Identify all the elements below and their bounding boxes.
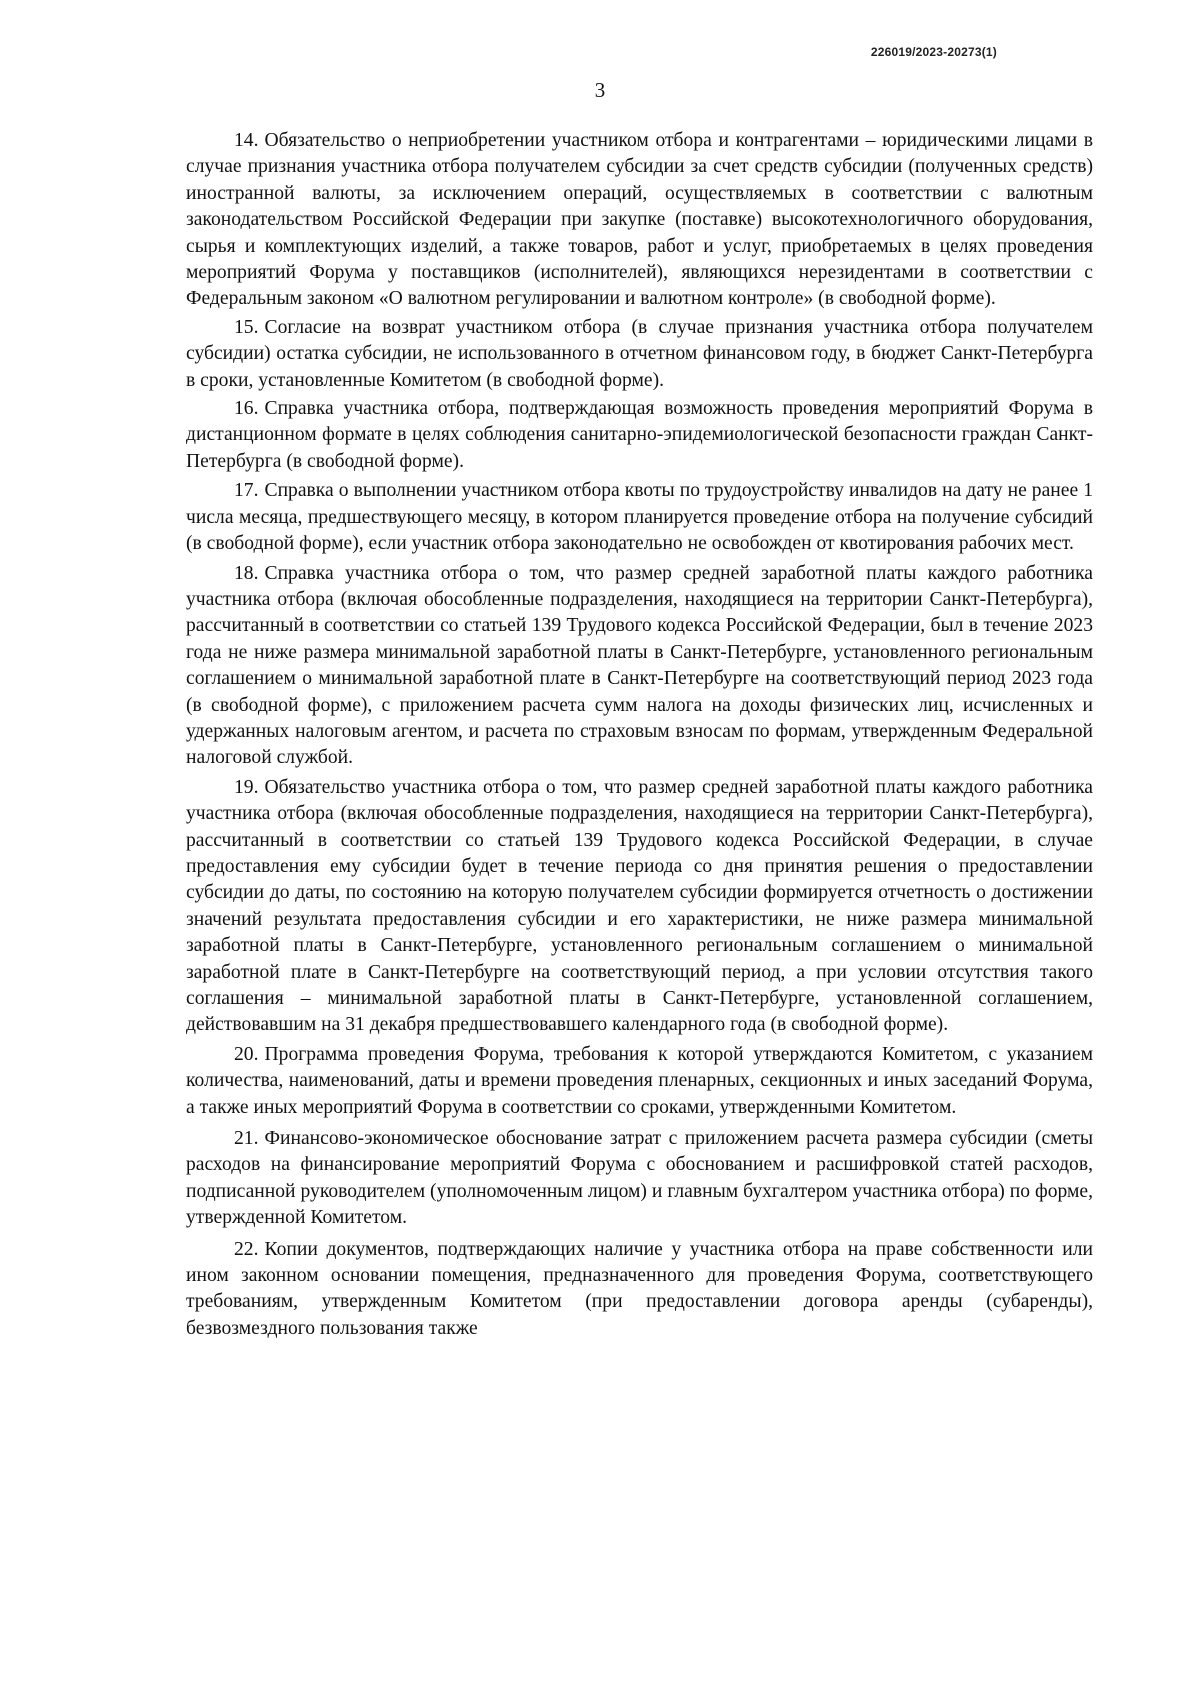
paragraph-text: Программа проведения Форума, требования к которой утверждаются Комитетом, с указанием количества, наименований, даты и времени проведения пленарных, секционных и иных заседаний Форума, а также иных мероприятий Форума в соответствии со сроками, утвержденными Комитетом. [186, 1043, 1093, 1118]
paragraph-text: Финансово-экономическое обоснование затрат с приложением расчета размера субсидии (сметы расходов на финансирование мероприятий Форума с обоснованием и расшифровкой статей расходов, подписанной руководителем (уполномоченным лицом) и главным бухгалтером участника отбора) по форме, утвержденной Комитетом. [186, 1128, 1093, 1229]
paragraph-text: Справка участника отбора, подтверждающая возможность проведения мероприятий Форума в дистанционном формате в целях соблюдения санитарно-эпидемиологической безопасности граждан Санкт-Петербурга (в свободной форме). [186, 398, 1093, 472]
paragraph-20 [186, 1042, 1093, 1121]
paragraph-19 [186, 775, 1093, 1039]
page-number: 3 [594, 78, 606, 102]
paragraph-17 [186, 478, 1093, 557]
paragraph-number: 22. [234, 1238, 259, 1260]
document-body [186, 128, 1093, 1342]
paragraph-text: Обязательство участника отбора о том, что размер средней заработной платы каждого работника участника отбора (включая обособленные подразделения, находящиеся на территории Санкт-Петербурга), рассчитанный в соответствии со статьей 139 Трудового кодекса Российской Федерации, в случае предоставления ему субсидии будет в течение периода со дня принятия решения о предоставлении субсидии до даты, по состоянию на которую получателем субсидии формируется отчетность о достижении значений результата предоставления субсидии и его характеристики, не ниже размера минимальной заработной платы в Санкт-Петербурге, установленного региональным соглашением о минимальной заработной плате в Санкт-Петербурге на соответствующий период, а при условии отсутствия такого соглашения – минимальной заработной платы в Санкт-Петербурге, установленной соглашением, действовавшим на 31 декабря предшествовавшего календарного года (в свободной форме). [186, 776, 1093, 1036]
paragraph-number: 20. [234, 1043, 259, 1065]
paragraph-number: 14. [234, 130, 259, 151]
paragraph-15 [186, 315, 1093, 394]
paragraph-21 [186, 1126, 1093, 1232]
paragraph-number: 17. [234, 480, 259, 502]
paragraph-text: Обязательство о неприобретении участником отбора и контрагентами – юридическими лицами в случае признания участника отбора получателем субсидии за счет средств субсидии (полученных средств) иностранной валюты, за исключением операций, осуществляемых в соответствии с валютным законодательством Российской Федерации при закупке (поставке) высокотехнологичного оборудования, сырья и комплектующих изделий, а также товаров, работ и услуг, приобретаемых в целях проведения мероприятий Форума у поставщиков (исполнителей), являющихся нерезидентами в соответствии с Федеральным законом «О валютном регулировании и валютном контроле» (в свободной форме). [186, 130, 1093, 310]
paragraph-number: 19. [234, 776, 259, 798]
paragraph-number: 21. [234, 1128, 259, 1150]
paragraph-number: 18. [234, 562, 259, 584]
paragraph-number: 15. [234, 316, 259, 338]
paragraph-14 [186, 128, 1093, 313]
paragraph-text: Справка участника отбора о том, что размер средней заработной платы каждого работника участника отбора (включая обособленные подразделения, находящиеся на территории Санкт-Петербурга), рассчитанный в соответствии со статьей 139 Трудового кодекса Российской Федерации, был в течение 2023 года не ниже размера минимальной заработной платы в Санкт-Петербурге, установленного региональным соглашением о минимальной заработной плате в Санкт-Петербурге на соответствующий период 2023 года (в свободной форме), с приложением расчета сумм налога на доходы физических лиц, исчисленных и удержанных налоговым агентом, и расчета по страховым взносам по формам, утвержденным Федеральной налоговой службой. [186, 562, 1093, 769]
document-id: 226019/2023-20273(1) [870, 45, 997, 59]
paragraph-16 [186, 396, 1093, 475]
paragraph-text: Согласие на возврат участником отбора (в случае признания участника отбора получателем субсидии) остатка субсидии, не использованного в отчетном финансовом году, в бюджет Санкт-Петербурга в сроки, установленные Комитетом (в свободной форме). [186, 316, 1093, 391]
paragraph-text: Копии документов, подтверждающих наличие у участника отбора на праве собственности или ином законном основании помещения, предназначенного для проведения Форума, соответствующего требованиям, утвержденным Комитетом (при предоставлении договора аренды (субаренды), безвозмездного пользования также [186, 1238, 1093, 1339]
paragraph-22 [186, 1237, 1093, 1343]
paragraph-text: Справка о выполнении участником отбора квоты по трудоустройству инвалидов на дату не ранее 1 числа месяца, предшествующего месяцу, в котором планируется проведение отбора на получение субсидий (в свободной форме), если участник отбора законодательно не освобожден от квотирования рабочих мест. [186, 480, 1093, 555]
paragraph-18 [186, 561, 1093, 772]
paragraph-number: 16. [234, 398, 259, 420]
